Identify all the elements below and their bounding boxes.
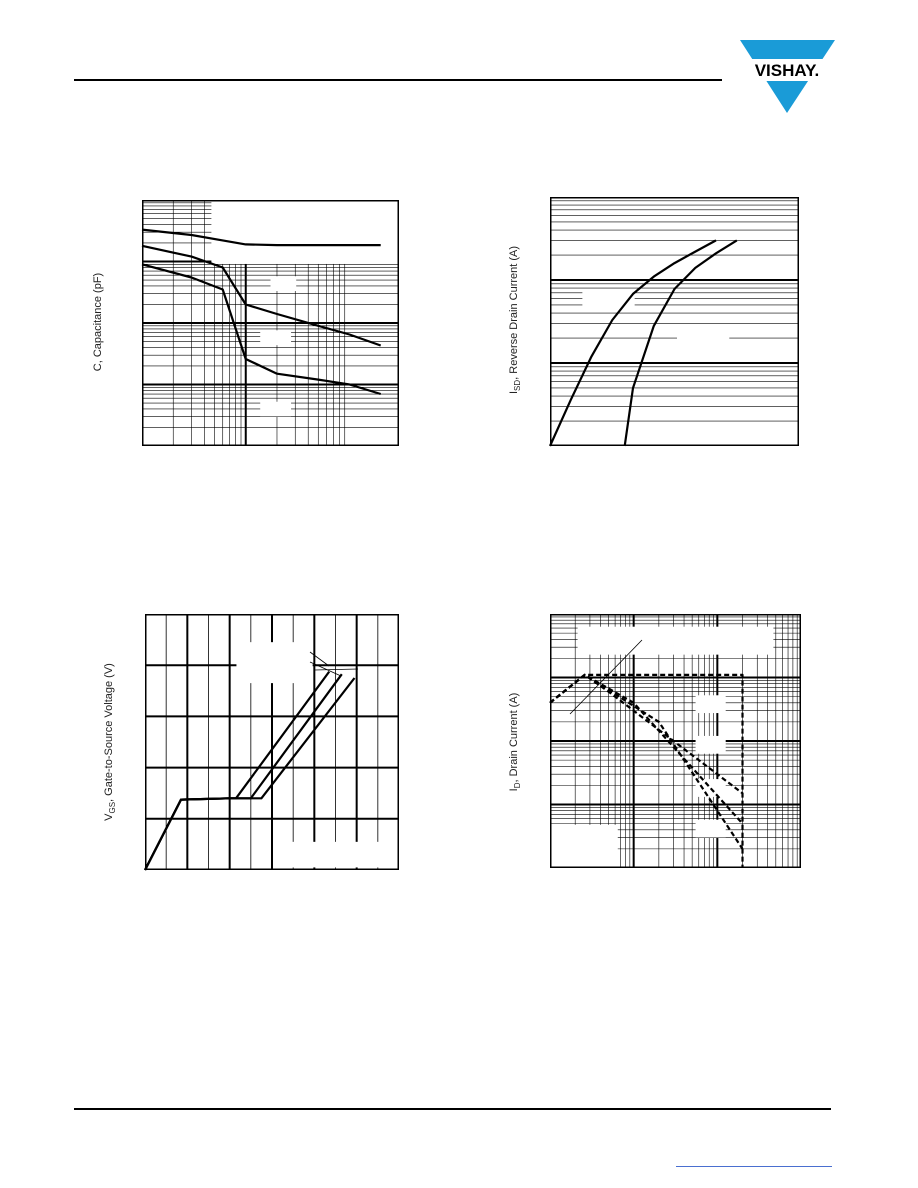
annotation-box [236, 642, 312, 683]
annotation-box [677, 334, 729, 351]
annotation-box [696, 736, 726, 754]
reverse-drain-chart [550, 197, 799, 446]
plot-frame [551, 198, 799, 446]
capacitance-chart [142, 200, 399, 446]
series-line-2 [145, 674, 342, 870]
soa-ylabel-rest: , Drain Current (A) [507, 692, 520, 783]
reverse-drain-ylabel-main: I [507, 390, 520, 395]
gate-charge-chart [145, 614, 399, 870]
series-leader-line [310, 652, 329, 666]
soa-ylabel-sub: D [513, 782, 523, 789]
series-leader-line [315, 669, 358, 670]
gate-charge-ylabel-sub: GS [108, 801, 118, 814]
grid [550, 201, 799, 421]
vishay-logo [740, 40, 835, 115]
series-line-3 [145, 678, 355, 870]
logo-wordmark: VISHAY. [754, 61, 820, 80]
soa-ylabel-main: I [507, 788, 520, 792]
gate-charge-ylabel-rest: , Gate-to-Source Voltage (V) [102, 663, 115, 802]
reverse-drain-ylabel-sub: SD [513, 379, 523, 391]
annotation-box [550, 825, 618, 868]
annotation-box [582, 289, 634, 306]
soa-y-label [508, 693, 522, 792]
annotation-box [260, 402, 291, 417]
reverse-drain-ylabel-rest: , Reverse Drain Current (A) [507, 245, 520, 380]
soa-chart [550, 614, 801, 868]
annotation-box [578, 627, 774, 655]
reverse-drain-y-label [508, 246, 522, 394]
footer-rule [74, 1108, 831, 1110]
annotation-box [696, 779, 726, 797]
gate-charge-y-label [103, 663, 117, 821]
gate-charge-ylabel-main: V [102, 813, 115, 821]
annotation-box [260, 330, 291, 345]
capacitance-y-label: C, Capacitance (pF) [92, 272, 104, 372]
annotation-box [271, 276, 297, 291]
annotation-box [280, 842, 392, 868]
annotation-box [696, 820, 726, 838]
header-rule [74, 79, 722, 81]
series-line-1 [145, 672, 329, 870]
footer-link-underline[interactable] [676, 1166, 832, 1167]
annotation-box [696, 695, 726, 713]
annotation-box [211, 200, 399, 264]
